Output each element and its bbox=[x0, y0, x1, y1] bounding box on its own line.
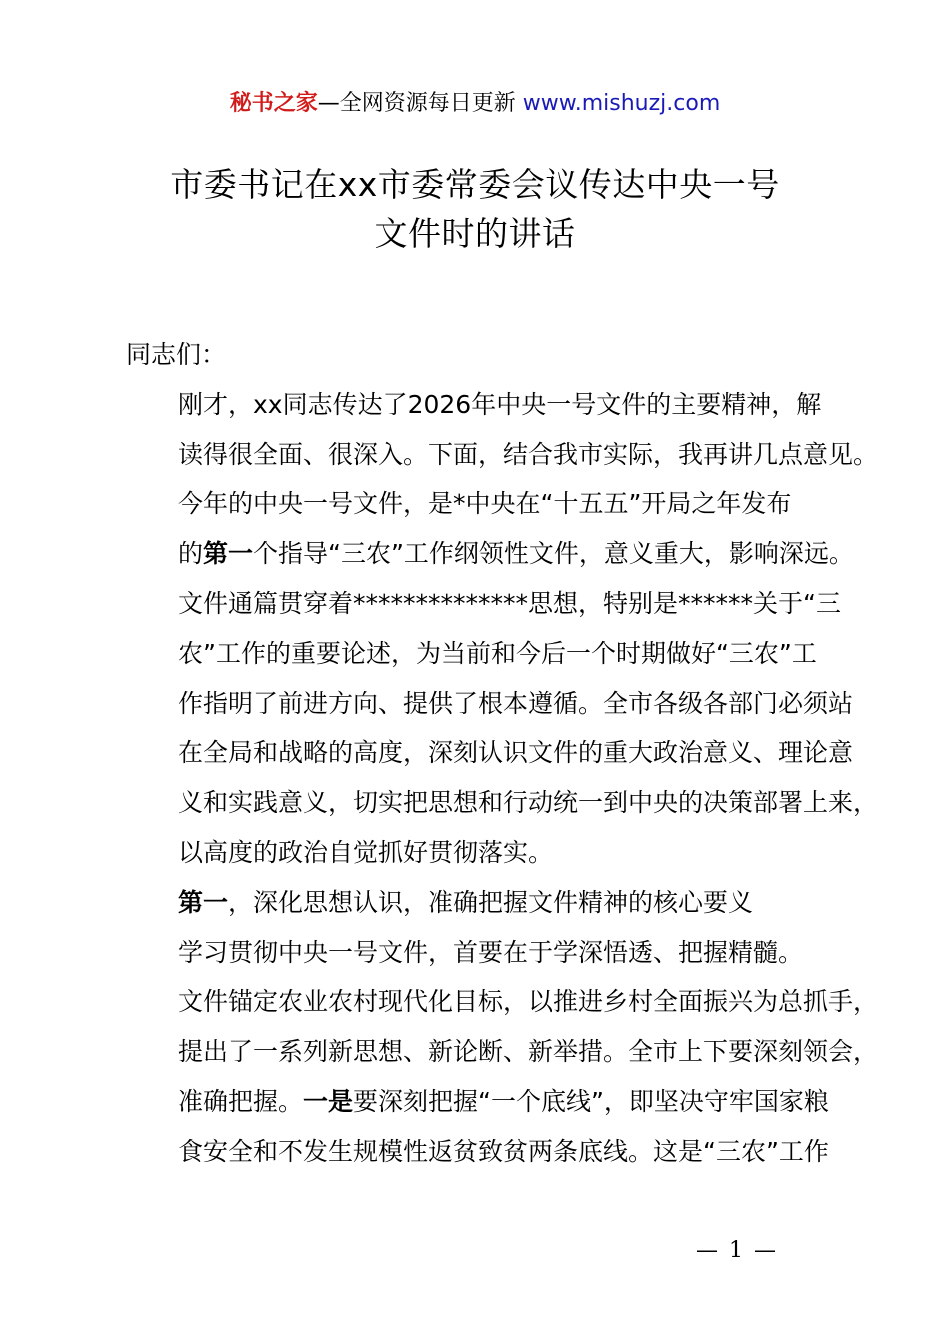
p2-line-1: 今年的中央一号文件，是*中央在“十五五”开局之年发布 bbox=[178, 489, 792, 519]
paragraph-3 bbox=[126, 928, 879, 1177]
p2-line-7: 义和实践意义，切实把思想和行动统一到中央的决策部署上来， bbox=[178, 788, 879, 818]
p3-line-4-post: 要深刻把握“一个底线”，即坚决守牢国家粮 bbox=[353, 1086, 829, 1116]
header-url[interactable]: www.mishuzj.com bbox=[522, 91, 721, 116]
paragraph-1 bbox=[126, 380, 879, 480]
section-1-text: ，深化思想认识，准确把握文件精神的核心要义 bbox=[228, 887, 754, 917]
section-1-number: 第一 bbox=[178, 887, 229, 917]
section-heading-1 bbox=[126, 878, 856, 928]
p3-line-5: 食安全和不发生规模性返贫致贫两条底线。这是“三农”工作 bbox=[178, 1136, 829, 1166]
document-title bbox=[0, 160, 950, 258]
p3-line-4-pre: 准确把握。 bbox=[178, 1086, 304, 1116]
title-line-1: 市委书记在xx市委常委会议传达中央一号 bbox=[170, 165, 780, 204]
p1-line-1: 刚才，xx同志传达了2026年中央一号文件的主要精神，解 bbox=[178, 389, 822, 419]
p2-line-4: 农”工作的重要论述，为当前和今后一个时期做好“三农”工 bbox=[178, 638, 817, 668]
p3-line-1: 学习贯彻中央一号文件，首要在于学深悟透、把握精髓。 bbox=[178, 937, 804, 967]
salutation bbox=[126, 330, 856, 380]
brand-name: 秘书之家 bbox=[229, 91, 318, 116]
p2-line-5: 作指明了前进方向、提供了根本遵循。全市各级各部门必须站 bbox=[178, 688, 854, 718]
p2-line-2 bbox=[126, 529, 856, 579]
page-footer bbox=[0, 1238, 950, 1263]
document-body bbox=[126, 330, 879, 1177]
p2-line-8: 以高度的政治自觉抓好贯彻落实。 bbox=[178, 837, 554, 867]
p2-line-2-post: 个指导“三农”工作纲领性文件，意义重大，影响深远。 bbox=[253, 539, 854, 569]
salutation-text: 同志们： bbox=[126, 340, 227, 369]
site-header bbox=[0, 88, 950, 120]
page-number: — 1 — bbox=[696, 1238, 778, 1263]
p3-line-2: 文件锚定农业农村现代化目标，以推进乡村全面振兴为总抓手， bbox=[178, 987, 879, 1017]
title-line-2: 文件时的讲话 bbox=[374, 214, 576, 253]
p2-line-3: 文件通篇贯穿着**************思想，特别是******关于“三 bbox=[178, 588, 841, 618]
p2-line-2-pre: 的 bbox=[178, 539, 204, 569]
p3-line-4 bbox=[126, 1077, 856, 1127]
p3-bold-yishi: 一是 bbox=[303, 1086, 354, 1116]
p2-line-6: 在全局和战略的高度，深刻认识文件的重大政治意义、理论意 bbox=[178, 738, 854, 768]
p1-line-2: 读得很全面、很深入。下面，结合我市实际，我再讲几点意见。 bbox=[178, 439, 879, 469]
header-slogan: —全网资源每日更新 bbox=[317, 91, 516, 116]
p2-bold-first: 第一 bbox=[203, 539, 254, 569]
paragraph-2 bbox=[126, 479, 879, 877]
p3-line-3: 提出了一系列新思想、新论断、新举措。全市上下要深刻领会， bbox=[178, 1037, 879, 1067]
